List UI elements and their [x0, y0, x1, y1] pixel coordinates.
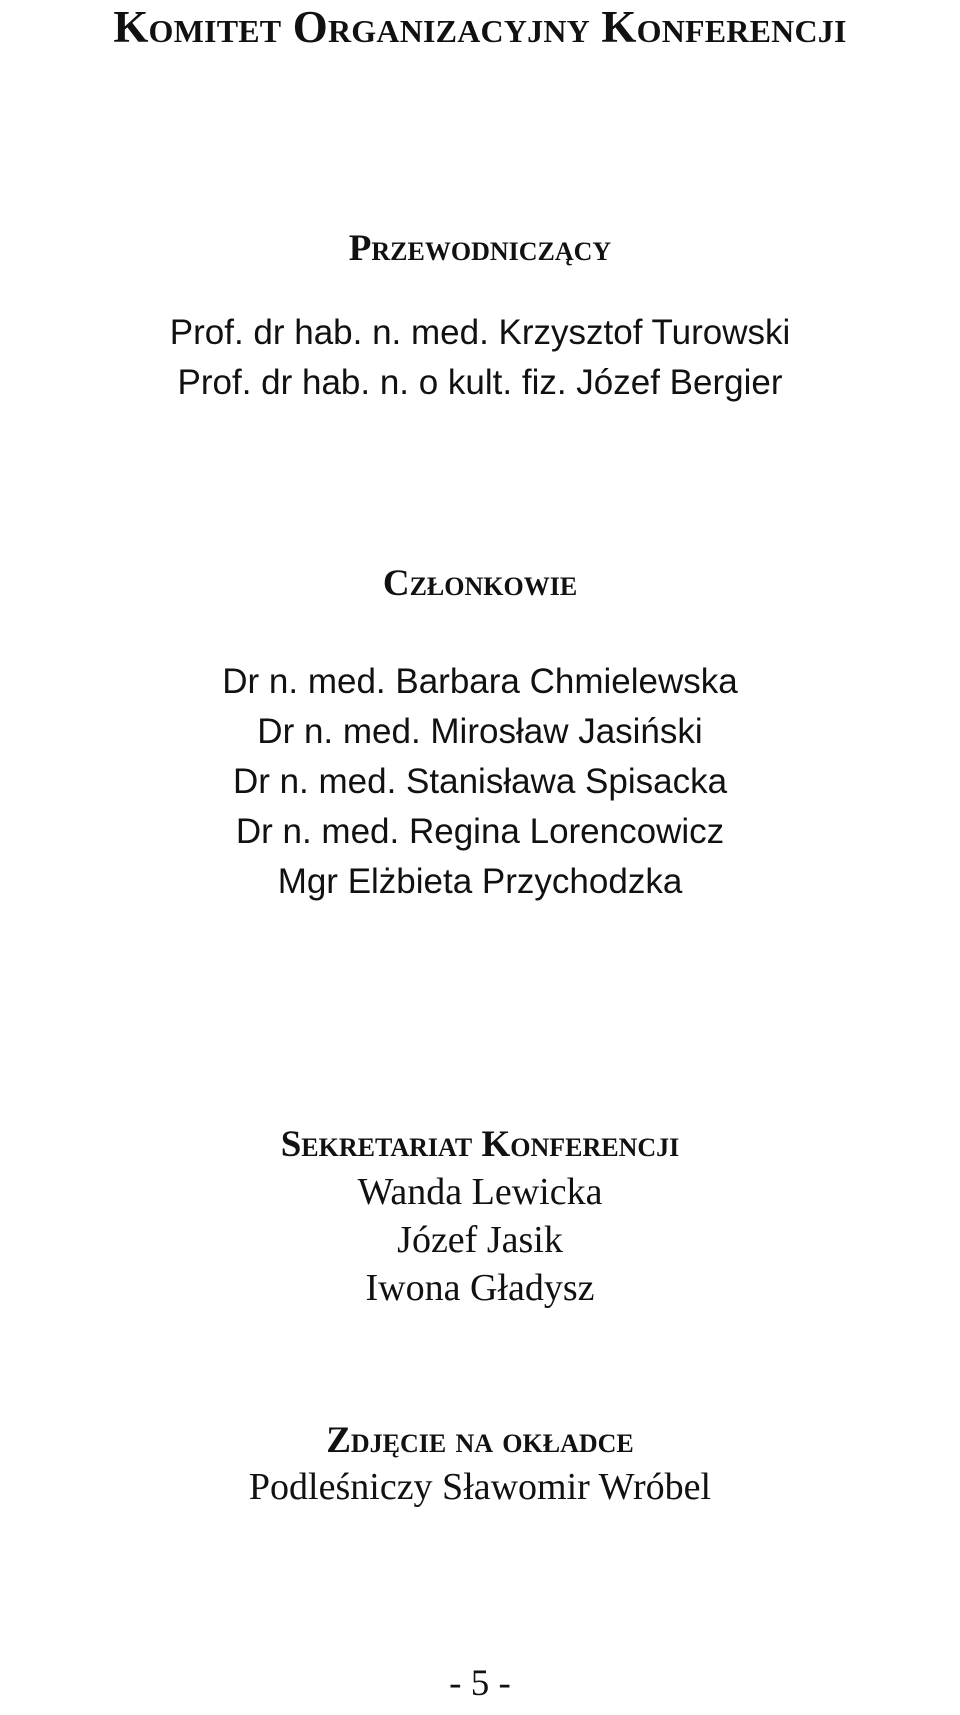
chair-name: Prof. dr hab. n. o kult. fiz. Józef Bergier	[177, 363, 783, 402]
page-number: - 5 -	[449, 1663, 511, 1704]
secretariat-name: Józef Jasik	[397, 1219, 563, 1261]
secretariat-name: Wanda Lewicka	[357, 1171, 603, 1213]
cover-photo-author: Podleśniczy Sławomir Wróbel	[248, 1466, 712, 1508]
member-name: Dr n. med. Mirosław Jasiński	[257, 712, 703, 751]
chair-name: Prof. dr hab. n. med. Krzysztof Turowski	[169, 313, 791, 352]
chairs-heading: Przewodniczący	[348, 228, 612, 269]
chairs-list	[0, 308, 960, 408]
secretariat-heading: Sekretariat Konferencji	[280, 1124, 680, 1165]
cover-photo-credit	[0, 1463, 960, 1511]
secretariat-list	[0, 1168, 960, 1312]
secretariat-name: Iwona Gładysz	[365, 1267, 595, 1309]
member-name: Dr n. med. Barbara Chmielewska	[222, 662, 738, 701]
page-title: Komitet Organizacyjny Konferencji	[113, 2, 847, 52]
members-heading: Członkowie	[382, 563, 578, 604]
members-list	[0, 657, 960, 907]
cover-photo-heading: Zdjęcie na okładce	[326, 1420, 634, 1461]
member-name: Mgr Elżbieta Przychodzka	[277, 862, 683, 901]
member-name: Dr n. med. Stanisława Spisacka	[232, 762, 728, 801]
member-name: Dr n. med. Regina Lorencowicz	[235, 812, 725, 851]
